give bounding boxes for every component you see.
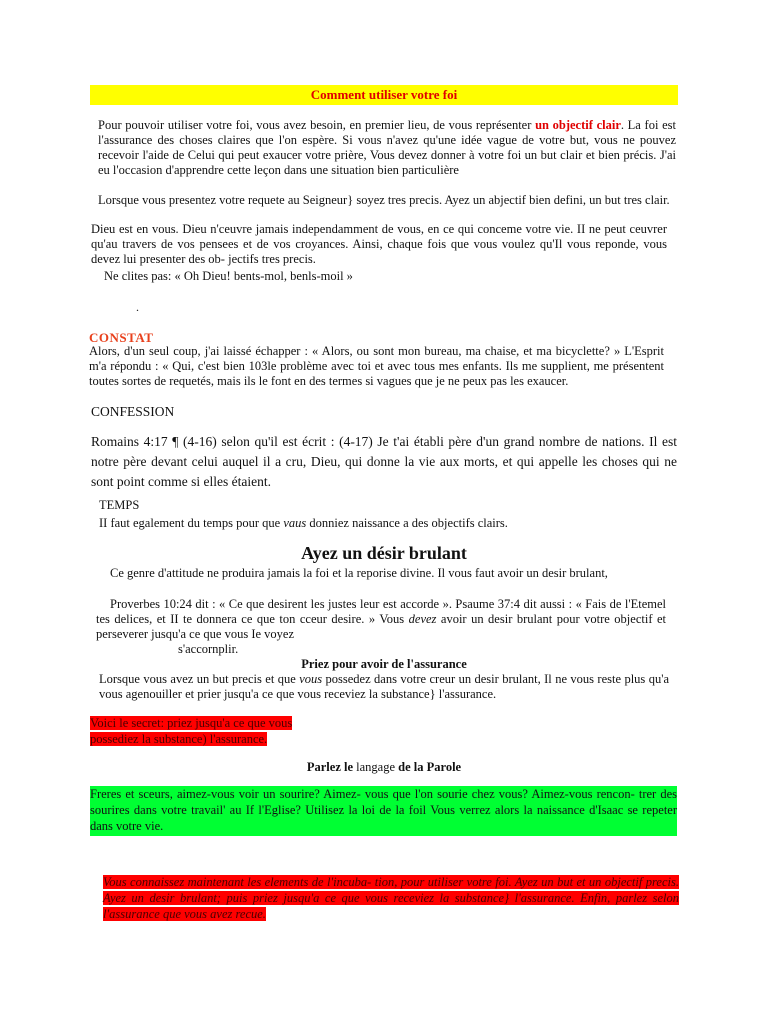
constat-paragraph: Alors, d'un seul coup, j'ai laissé échapper : « Alors, ou sont mon bureau, ma chaise, et ma bicyclette? » L'Esprit m'a répondu : « Qui, c'est bien 103le problème avec toi et avec tous mes enfants. Ils me supplient, me présentent toutes sortes de requetés, mais ils le font en des termes si vagues que je ne peux pas les exaucer. (89, 344, 664, 388)
desir-p2-post: avoir un desir brulant pour votre objectif et perseverer jusqu'a ce que vous Ie voyez (96, 612, 666, 641)
final-highlight-paragraph (103, 874, 679, 922)
stray-dot: . (136, 300, 139, 314)
secret-highlight (90, 715, 292, 747)
parlez-heading-pre: Parlez le (306, 760, 357, 774)
intro-part2: . La foi est l'assurance des choses claires que l'on espère. Si vous n'avez qu'une idée vague de votre but, vous ne pouvez recevoir l'aide de Celui qui peut exaucer votre prière, Vous devez donner à votre foi un but clair et bien précis. J'ai eu l'occasion d'apprendre cette leçon dans une situation bien particulière (98, 118, 676, 177)
confession-heading: CONFESSION (91, 404, 175, 419)
intro-paragraph (98, 118, 676, 178)
temps-italic: vaus (283, 516, 307, 530)
requete-paragraph: Lorsque vous presentez votre requete au Seigneur} soyez tres precis. Ayez un abjectif bien defini, un but tres clair. (98, 193, 670, 207)
parlez-heading-post: de la Parole (395, 760, 462, 774)
parlez-heading-normal: langage (356, 760, 396, 774)
temps-pre: II faut egalement du temps pour que (99, 516, 284, 530)
desir-paragraph-2 (96, 597, 666, 642)
desir-p2-pre: Proverbes 10:24 dit : « Ce que desirent les justes leur est accorde ». Psaume 37:4 dit aussi : « Fais de l'Etemel tes delices, et II te donnera ce que ton cceur desire. » Vous (96, 597, 666, 626)
intro-part1: Pour pouvoir utiliser votre foi, vous avez besoin, en premier lieu, de vous représenter (98, 118, 536, 132)
priez-post: possedez dans votre creur un desir brulant, Il ne vous reste plus qu'a vous agenouiller et prier jusqu'a ce que vous receviez la substance} l'assurance. (99, 672, 669, 701)
priez-pre: Lorsque vous avez un but precis et que (99, 672, 300, 686)
dieu-paragraph: Dieu est en vous. Dieu n'ceuvre jamais independamment de vous, en ce qui conceme votre vie. II ne peut ceuvrer qu'au travers de vos pensees et de vos croyances. Ainsi, chaque fois que vous voulez qu'Il vous reponde, vous devez lui presenter des ob- jectifs tres precis. (91, 222, 667, 266)
secret-line-2: possediez la substance) l'assurance. (90, 732, 268, 746)
temps-post: donniez naissance a des objectifs clairs. (306, 516, 508, 530)
intro-emphasis: un objectif clair (535, 118, 621, 132)
document-title: Comment utiliser votre foi (90, 85, 678, 105)
priez-paragraph (99, 672, 669, 702)
parlez-heading (0, 760, 768, 775)
desir-p2-italic: devez (408, 612, 437, 626)
final-text: Vous connaissez maintenant les elements de l'incuba- tion, pour utiliser votre foi. Ayez un but et un objectif precis. Ayez un desir brulant; puis priez jusqu'a ce que vous receviez la substance} l'assurance. Enfin, parlez selon l'assurance que vous avez recue. (103, 875, 679, 921)
confession-paragraph: Romains 4:17 ¶ (4-16) selon qu'il est écrit : (4-17) Je t'ai établi père d'un grand nombre de nations. Il est notre père devant celui auquel il a cru, Dieu, qui donne la vie aux morts, et qui appelle les choses qui ne sont point comme si elles étaient. (91, 434, 677, 489)
priez-heading: Priez pour avoir de l'assurance (301, 657, 467, 671)
temps-heading: TEMPS (99, 498, 140, 512)
desir-heading: Ayez un désir brulant (301, 543, 467, 563)
clites-paragraph: Ne clites pas: « Oh Dieu! bents-mol, benls-moil » (104, 269, 353, 283)
secret-line-1: Voici le secret: priez jusqu'a ce que vous (90, 716, 293, 730)
desir-paragraph-1: Ce genre d'attitude ne produira jamais la foi et la reporise divine. Il vous faut avoir un desir brulant, (110, 566, 608, 580)
desir-paragraph-end: s'accornplir. (178, 642, 239, 656)
green-highlight-paragraph: Freres et sceurs, aimez-vous voir un sourire? Aimez- vous que l'on sourie chez vous? Aimez-vous rencon- trer des sourires dans votre travail' au If l'Eglise? Utilisez la loi de la foil Vous verrez alors la naissance d'Isaac se repeter dans votre vie. (90, 786, 677, 836)
constat-heading: CONSTAT (89, 330, 154, 345)
temps-paragraph (99, 516, 609, 531)
priez-italic: vous (299, 672, 323, 686)
